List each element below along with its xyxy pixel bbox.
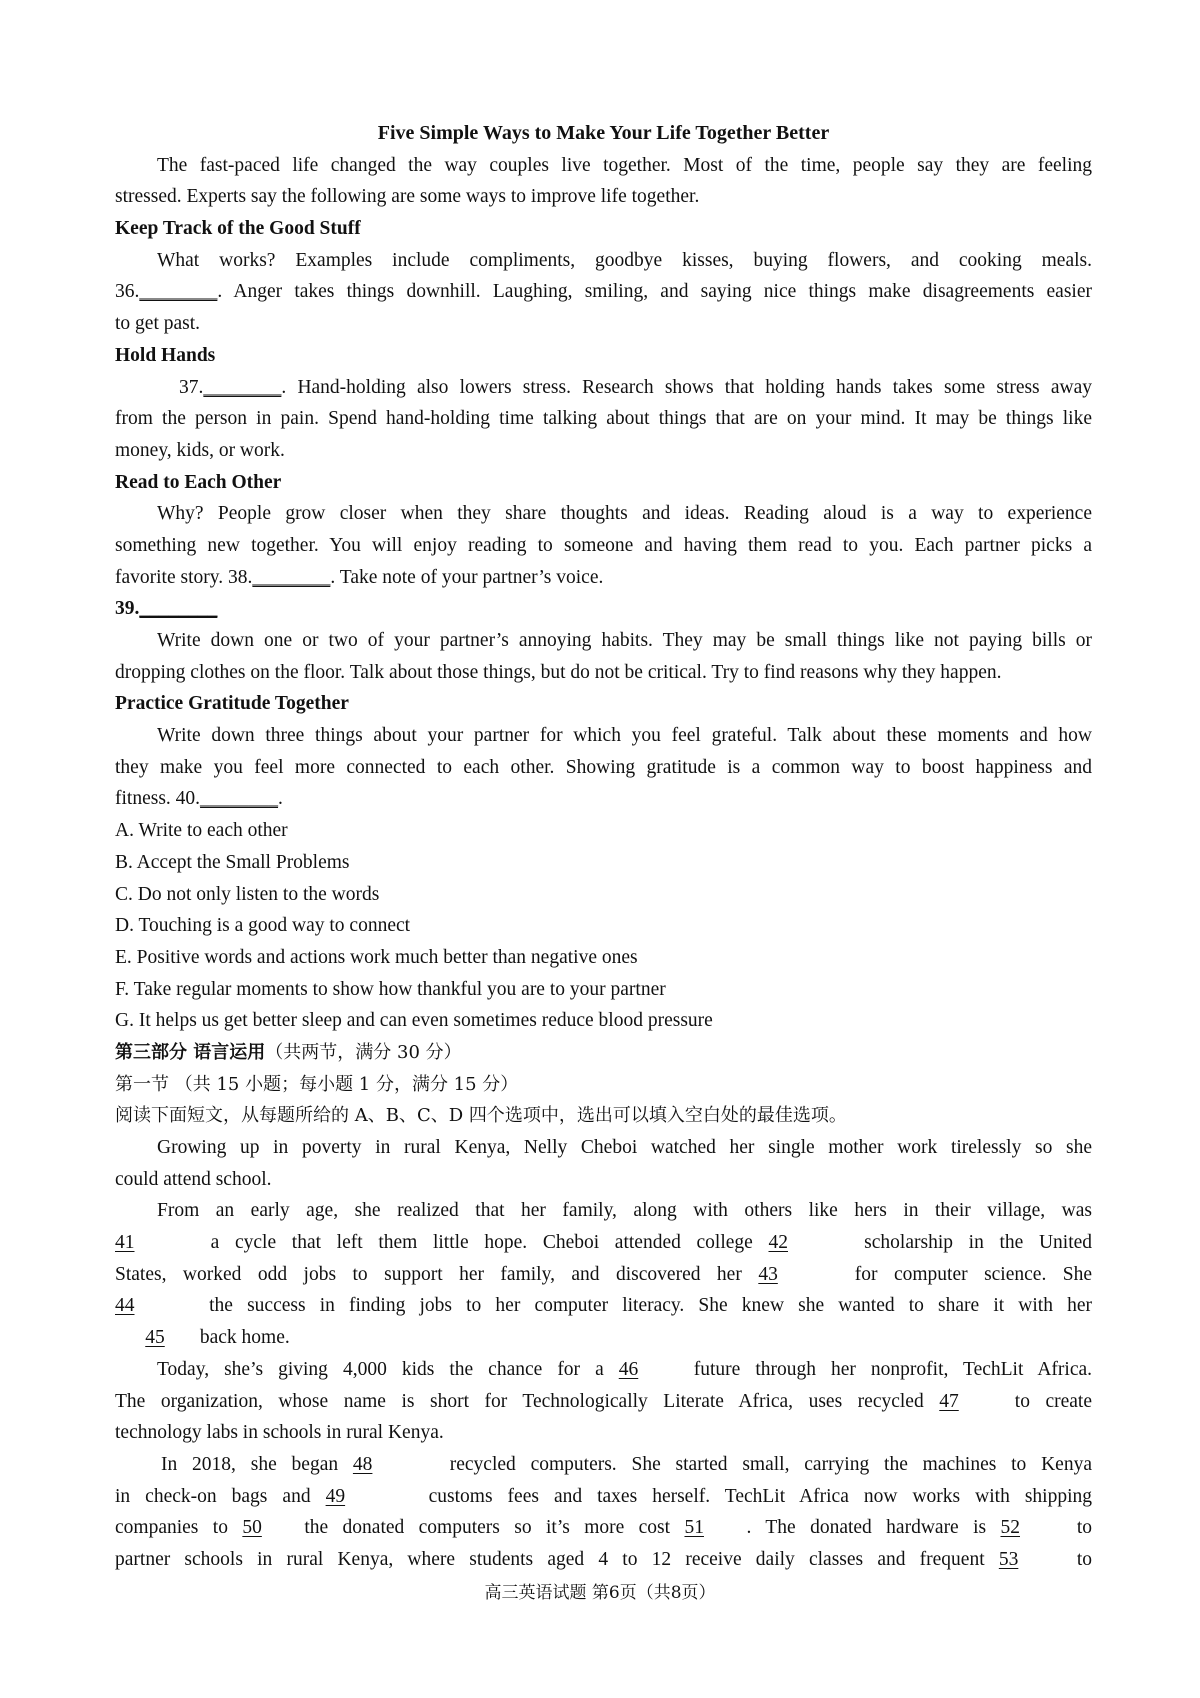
- text-line: 36.________. Anger takes things downhill. Laughing, smiling, and saying nice things make disagreements easier: [115, 276, 1092, 308]
- option-g: G. It helps us get better sleep and can even sometimes reduce blood pressure: [115, 1010, 713, 1032]
- text-line: From an early age, she realized that her family, along with others like hers in their village, was: [157, 1200, 1092, 1222]
- option-c: C. Do not only listen to the words: [115, 883, 380, 905]
- option-d: D. Touching is a good way to connect: [115, 915, 411, 937]
- text-line: dropping clothes on the floor. Talk about those things, but do not be critical. Try to find reasons why they happen.: [115, 661, 1002, 683]
- text-line: Write down one or two of your partner’s annoying habits. They may be small things like not paying bills or: [157, 630, 1092, 651]
- section-heading: 39.________: [115, 593, 1092, 625]
- section-heading: Hold Hands: [115, 344, 216, 366]
- cloze-blank-43[interactable]: 43: [758, 1263, 778, 1285]
- text-line: from the person in pain. Spend hand-holding time talking about things that are on your mind. It may be things like: [115, 408, 1092, 430]
- text-line: they make you feel more connected to each other. Showing gratitude is a common way to boost happiness and: [115, 756, 1092, 778]
- section-heading: 第一节 （共 15 小题；每小题 1 分，满分 15 分）: [115, 1073, 519, 1095]
- text-line: Write down three things about your partner for which you feel grateful. Talk about these moments and how: [157, 725, 1092, 747]
- section-heading: Practice Gratitude Together: [115, 693, 349, 715]
- question-number: 37.: [179, 376, 204, 398]
- text-line: could attend school.: [115, 1168, 272, 1190]
- text-line: in check-on bags and 49 customs fees and taxes herself. TechLit Africa now works with shipping: [115, 1481, 1092, 1513]
- text-line: partner schools in rural Kenya, where students aged 4 to 12 receive daily classes and frequent 53 to: [115, 1544, 1092, 1576]
- text-line: 37.________. Hand-holding also lowers stress. Research shows that holding hands takes some stress away: [115, 372, 1092, 404]
- text-line: to get past.: [115, 313, 201, 335]
- text-line: fitness. 40.________.: [115, 783, 1092, 815]
- text-line: States, worked odd jobs to support her family, and discovered her 43 for computer science. She: [115, 1259, 1092, 1291]
- section-heading: Keep Track of the Good Stuff: [115, 218, 361, 240]
- question-number: 36.: [115, 281, 140, 303]
- cloze-blank-49[interactable]: 49: [325, 1485, 346, 1507]
- intro-line: The fast-paced life changed the way couples live together. Most of the time, people say they are feeling: [157, 154, 1092, 176]
- page-footer: 高三英语试题 第6页（共8页）: [484, 1583, 716, 1603]
- answer-blank-37[interactable]: ________: [203, 376, 282, 398]
- text-line: money, kids, or work.: [115, 439, 285, 461]
- text-line: companies to 50 the donated computers so it’s more cost 51 . The donated hardware is 52 to: [115, 1512, 1092, 1544]
- cloze-blank-46[interactable]: 46: [618, 1358, 639, 1380]
- answer-blank-39[interactable]: ________: [139, 598, 218, 620]
- cloze-blank-42[interactable]: 42: [768, 1232, 788, 1254]
- passage-title: Five Simple Ways to Make Your Life Together Better: [377, 122, 830, 144]
- cloze-blank-48[interactable]: 48: [352, 1453, 373, 1475]
- option-e: E. Positive words and actions work much better than negative ones: [115, 946, 638, 968]
- cloze-blank-41[interactable]: 41: [115, 1232, 135, 1254]
- answer-blank-40[interactable]: ________: [200, 788, 279, 810]
- answer-blank-38[interactable]: ________: [252, 566, 331, 588]
- cloze-blank-53[interactable]: 53: [998, 1548, 1019, 1570]
- text-line: The organization, whose name is short for Technologically Literate Africa, uses recycled 47 to create: [115, 1386, 1092, 1418]
- section-heading: Read to Each Other: [115, 471, 282, 493]
- text-line: In 2018, she began 48 recycled computers. She started small, carrying the machines to Kenya: [115, 1449, 1092, 1481]
- cloze-blank-50[interactable]: 50: [242, 1517, 262, 1539]
- text-line: 41 a cycle that left them little hope. Cheboi attended college 42 scholarship in the United: [115, 1227, 1092, 1259]
- answer-blank-36[interactable]: ________: [139, 281, 218, 303]
- instructions: 阅读下面短文，从每题所给的 A、B、C、D 四个选项中，选出可以填入空白处的最佳选项。: [115, 1105, 847, 1127]
- text-line: 44 the success in finding jobs to her computer literacy. She knew she wanted to share it with her: [115, 1290, 1092, 1322]
- text-line: technology labs in schools in rural Kenya.: [115, 1422, 444, 1444]
- cloze-blank-47[interactable]: 47: [939, 1390, 959, 1412]
- text-line: something new together. You will enjoy reading to someone and having them read to you. Each partner picks a: [115, 534, 1092, 556]
- text-line: Today, she’s giving 4,000 kids the chance for a 46 future through her nonprofit, TechLit Africa.: [115, 1354, 1092, 1386]
- text-line: Why? People grow closer when they share thoughts and ideas. Reading aloud is a way to experience: [157, 503, 1092, 525]
- text-line: 45 back home.: [115, 1322, 1092, 1354]
- cloze-blank-52[interactable]: 52: [1000, 1517, 1020, 1539]
- cloze-blank-44[interactable]: 44: [115, 1295, 135, 1317]
- text-line: favorite story. 38.________. Take note of your partner’s voice.: [115, 562, 1092, 594]
- page-content: [115, 118, 1092, 1576]
- intro-line: stressed. Experts say the following are some ways to improve life together.: [115, 186, 700, 208]
- part-heading: 第三部分 语言运用（共两节，满分 30 分）: [115, 1041, 462, 1063]
- option-f: F. Take regular moments to show how thankful you are to your partner: [115, 978, 666, 1000]
- option-b: B. Accept the Small Problems: [115, 851, 350, 873]
- option-a: A. Write to each other: [115, 820, 288, 842]
- cloze-blank-51[interactable]: 51: [684, 1517, 704, 1539]
- text-line: What works? Examples include compliments, goodbye kisses, buying flowers, and cooking meals.: [157, 249, 1092, 271]
- text-line: Growing up in poverty in rural Kenya, Nelly Cheboi watched her single mother work tirelessly so she: [157, 1137, 1092, 1158]
- cloze-blank-45[interactable]: 45: [145, 1327, 165, 1349]
